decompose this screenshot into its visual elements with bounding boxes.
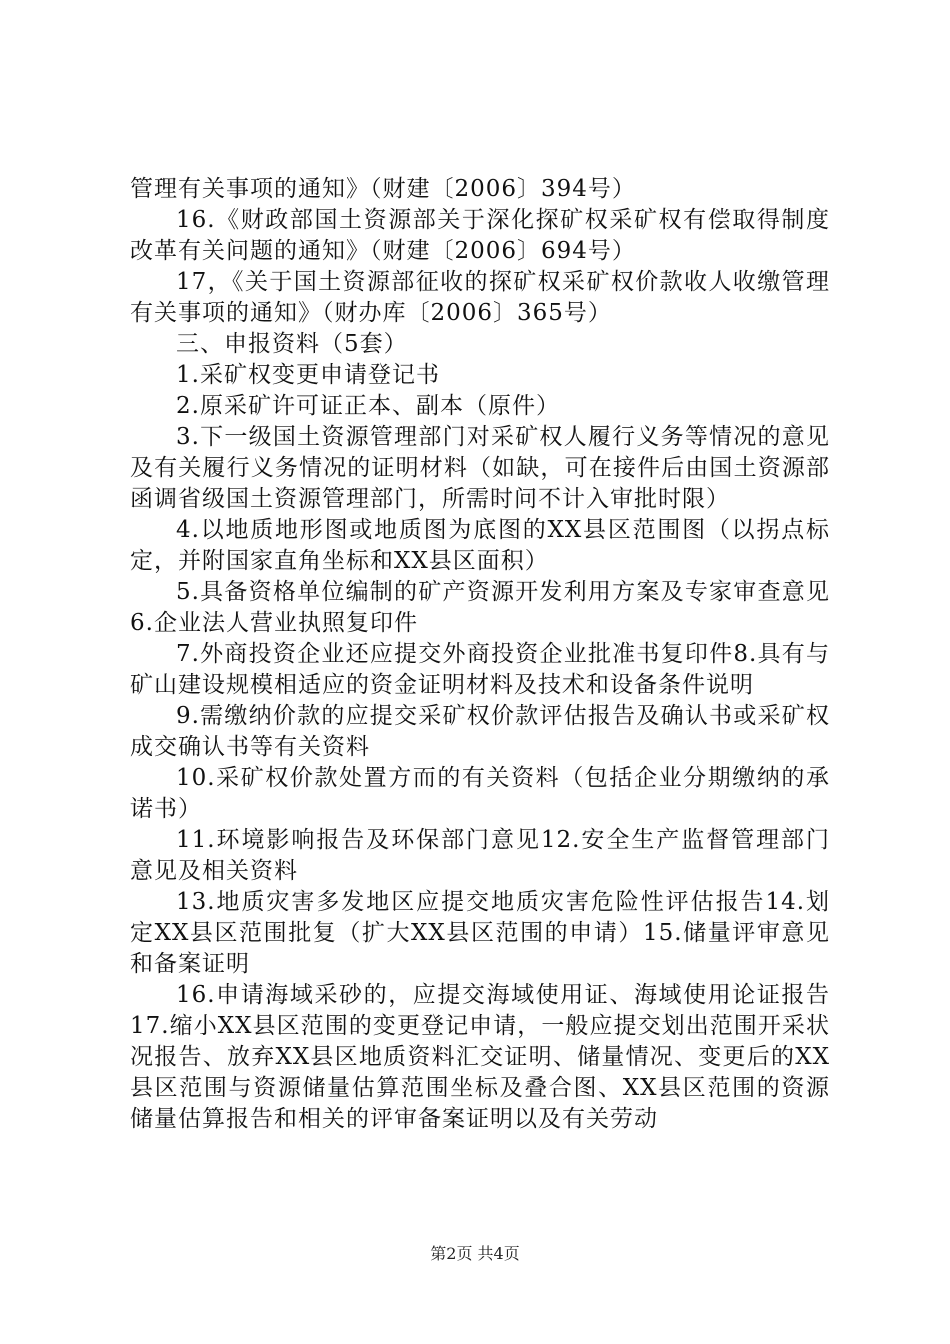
list-item-2: 2.原采矿许可证正本、副本（原件） xyxy=(176,393,560,419)
list-item-1: 1.采矿权变更申请登记书 xyxy=(176,362,440,388)
paragraph-3: 17，《关于国土资源部征收的探矿权采矿权价款收人收缴管理有关事项的通知》（财办库〔2006〕365号） xyxy=(130,269,830,326)
list-item-9: 9.需缴纳价款的应提交采矿权价款评估报告及确认书或采矿权成交确认书等有关资料 xyxy=(130,703,830,760)
section-heading: 三、申报资料（5套） xyxy=(176,331,408,357)
list-item-11: 11.环境影响报告及环保部门意见12.安全生产监督管理部门意见及相关资料 xyxy=(130,827,830,884)
document-body xyxy=(130,174,830,1135)
list-item-4: 4.以地质地形图或地质图为底图的XX县区范围图（以拐点标定，并附国家直角坐标和XX县区面积） xyxy=(130,517,830,574)
list-item-16: 16.申请海域采砂的，应提交海域使用证、海域使用论证报告17.缩小XX县区范围的变更登记申请，一般应提交划出范围开采状况报告、放弃XX县区地质资料汇交证明、储量情况、变更后的XX县区范围与资源储量估算范围坐标及叠合图、XX县区范围的资源储量估算报告和相关的评审备案证明以及有关劳动 xyxy=(130,982,830,1132)
paragraph-2: 16.《财政部国土资源部关于深化探矿权采矿权有偿取得制度改革有关问题的通知》（财建〔2006〕694号） xyxy=(130,207,830,264)
page-number-footer: 第2页 共4页 xyxy=(430,1244,520,1263)
paragraph-1: 管理有关事项的通知》（财建〔2006〕394号） xyxy=(130,176,636,202)
list-item-3: 3.下一级国土资源管理部门对采矿权人履行义务等情况的意见及有关履行义务情况的证明材料（如缺，可在接件后由国土资源部函调省级国土资源管理部门，所需时问不计入审批时限） xyxy=(130,424,830,512)
list-item-7: 7.外商投资企业还应提交外商投资企业批准书复印件8.具有与矿山建设规模相适应的资金证明材料及技术和设备条件说明 xyxy=(130,641,830,698)
list-item-10: 10.采矿权价款处置方而的有关资料（包括企业分期缴纳的承诺书） xyxy=(130,765,830,822)
list-item-13: 13.地质灾害多发地区应提交地质灾害危险性评估报告14.划定XX县区范围批复（扩大XX县区范围的申请）15.储量评审意见和备案证明 xyxy=(130,889,830,977)
list-item-5: 5.具备资格单位编制的矿产资源开发利用方案及专家审查意见6.企业法人营业执照复印件 xyxy=(130,579,830,636)
